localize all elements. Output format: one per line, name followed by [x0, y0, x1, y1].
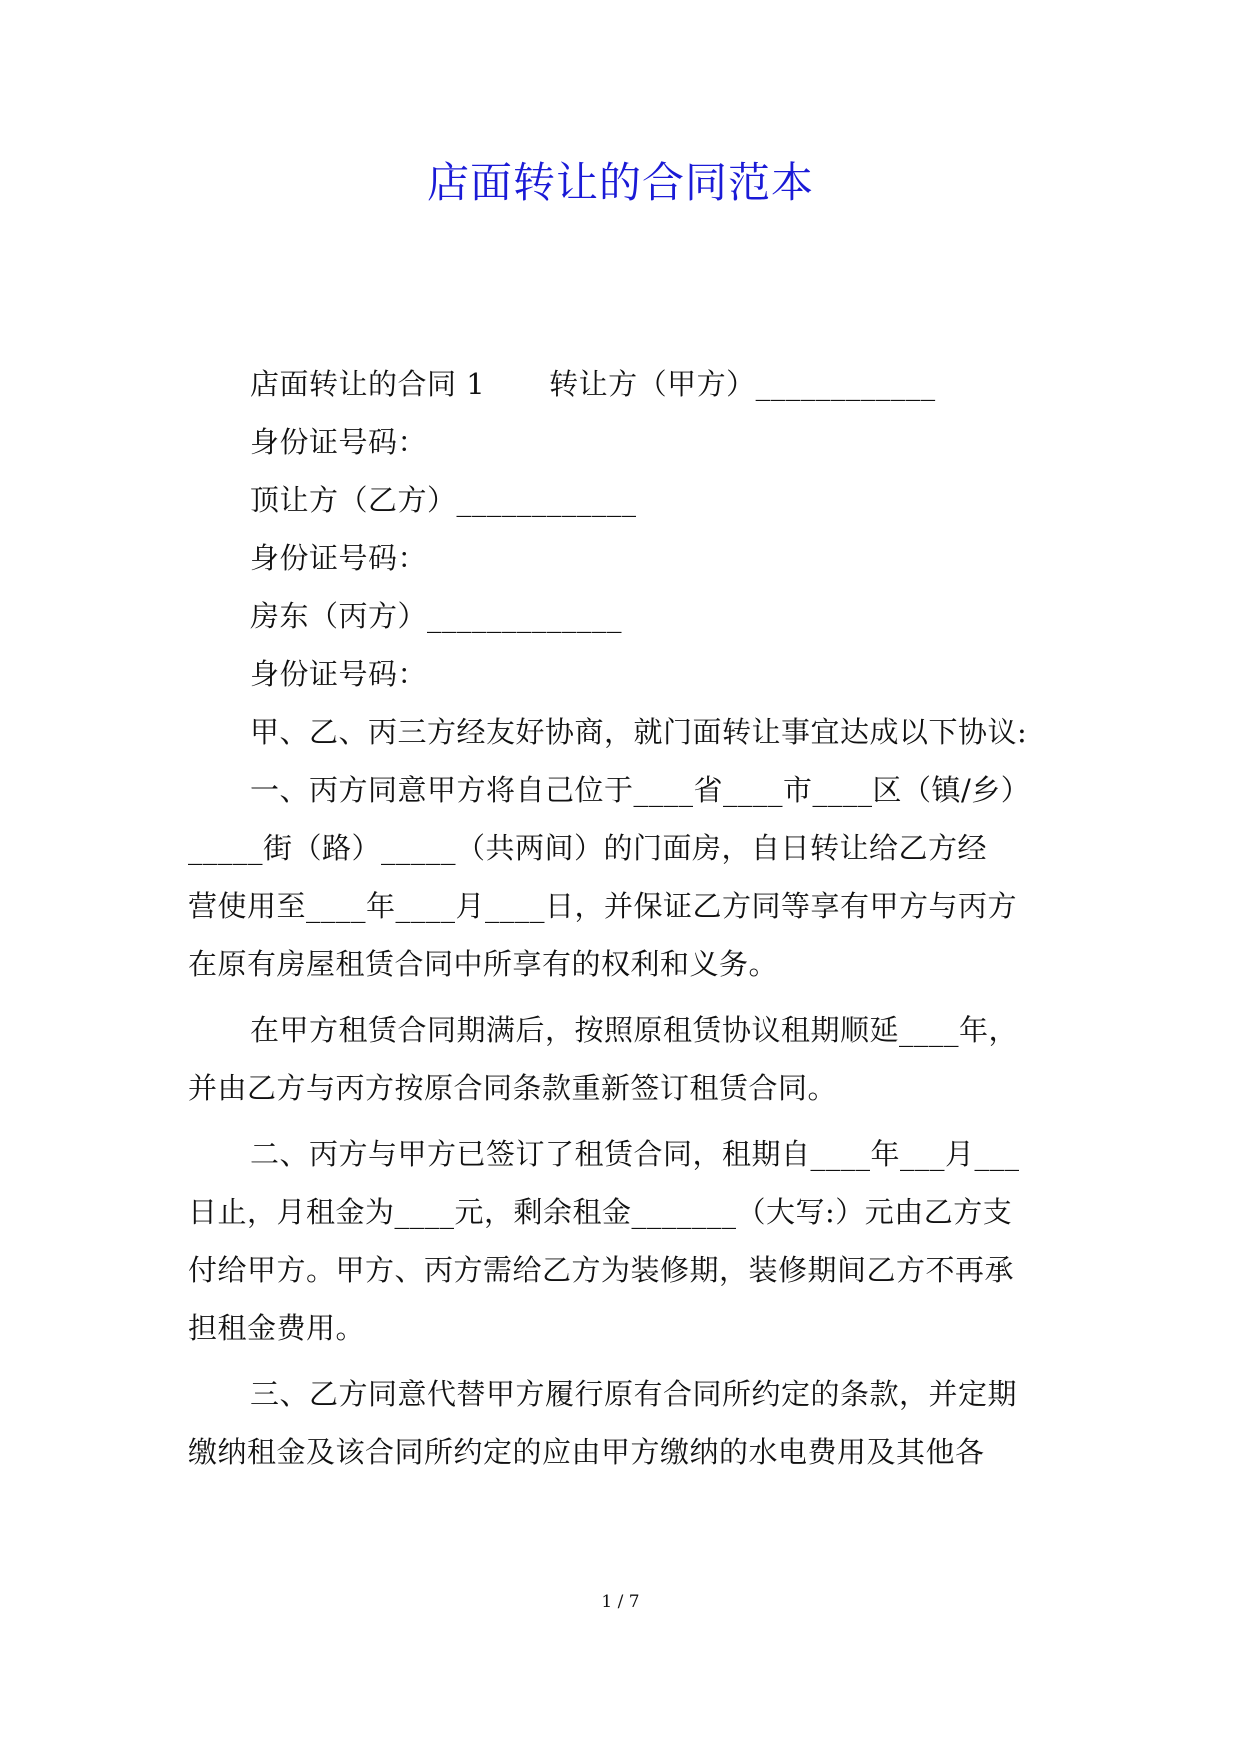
paragraph-line: 一、丙方同意甲方将自己位于____省____市____区（镇/乡）: [250, 773, 1031, 807]
paragraph-line: 三、乙方同意代替甲方履行原有合同所约定的条款，并定期: [250, 1377, 1018, 1411]
paragraph-line: 甲、乙、丙三方经友好协商，就门面转让事宜达成以下协议:: [250, 715, 1028, 749]
id-number-line: 身份证号码：: [250, 541, 428, 575]
paragraph-line: 在甲方租赁合同期满后，按照原租赁协议租期顺延____年，: [250, 1013, 1019, 1047]
document-body: [188, 352, 1058, 1485]
paragraph-line: 在原有房屋租赁合同中所享有的权利和义务。: [188, 947, 779, 981]
paragraph-line: 日止，月租金为____元，剩余租金_______（大写:）元由乙方支: [188, 1195, 1013, 1229]
paragraph-line: 并由乙方与丙方按原合同条款重新签订租赁合同。: [188, 1071, 838, 1105]
paragraph-line: 二、丙方与甲方已签订了租赁合同，租期自____年___月___: [250, 1137, 1020, 1171]
paragraph-line: 付给甲方。甲方、丙方需给乙方为装修期，装修期间乙方不再承: [188, 1253, 1015, 1287]
paragraph-line: _____街（路）_____（共两间）的门面房，自日转让给乙方经: [188, 831, 988, 865]
paragraph-line: 营使用至____年____月____日，并保证乙方同等享有甲方与丙方: [188, 889, 1018, 923]
id-number-line: 身份证号码：: [250, 425, 428, 459]
paragraph-line: [188, 352, 1058, 417]
party-a-field: 转让方（甲方）____________: [549, 367, 936, 401]
contract-heading: 店面转让的合同 1: [250, 367, 486, 401]
document-title: 店面转让的合同范本: [426, 158, 814, 207]
id-number-line: 身份证号码：: [250, 657, 428, 691]
party-c-field: 房东（丙方）_____________: [250, 599, 623, 633]
party-b-field: 顶让方（乙方）____________: [250, 483, 637, 517]
paragraph-line: 担租金费用。: [188, 1311, 366, 1345]
page-number: 1 / 7: [601, 1592, 640, 1612]
paragraph-line: 缴纳租金及该合同所约定的应由甲方缴纳的水电费用及其他各: [188, 1435, 985, 1469]
